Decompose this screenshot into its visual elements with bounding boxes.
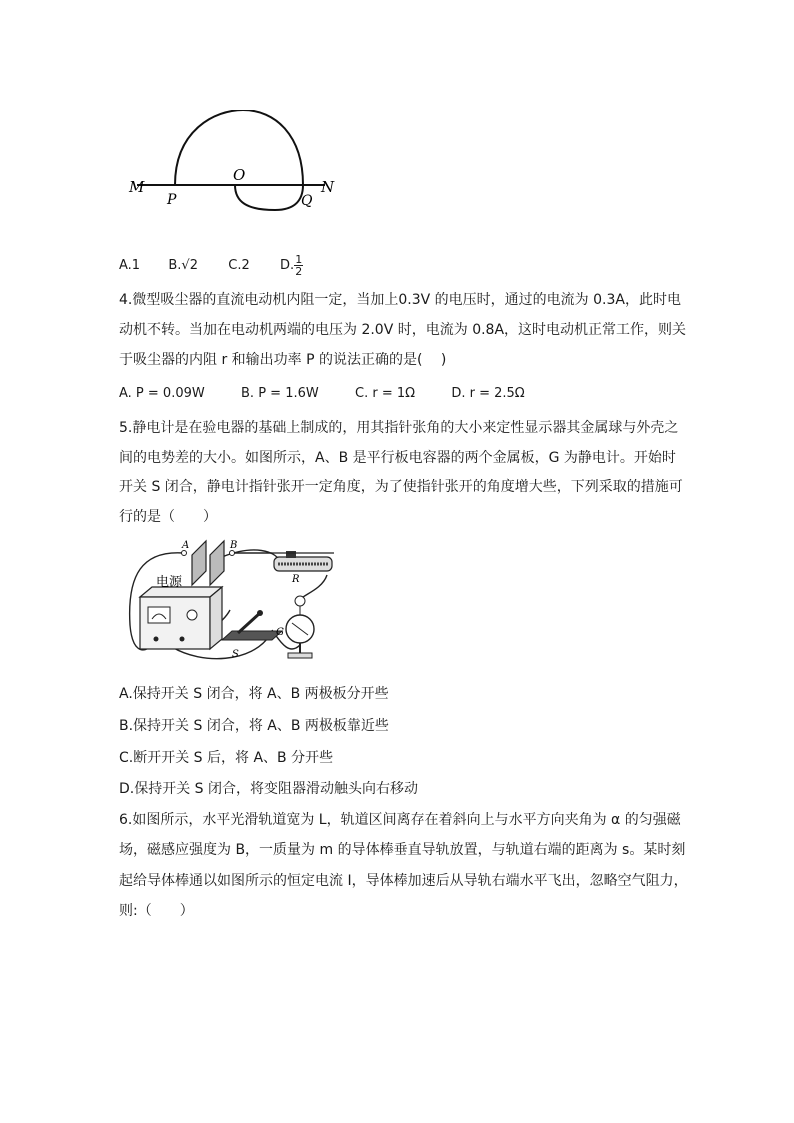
label-m: M xyxy=(129,178,145,196)
label-o: O xyxy=(233,166,246,184)
q4-option-c: C. r = 1Ω xyxy=(355,386,416,401)
q3-option-b: B.√2 xyxy=(168,258,198,273)
label-b: B xyxy=(230,540,238,551)
label-s: S xyxy=(232,649,239,660)
q6-line-2: 场，磁感应强度为 B，一质量为 m 的导体棒垂直导轨放置，与轨道右端的距离为 s。某时刻 xyxy=(119,842,686,858)
label-p: P xyxy=(167,192,177,208)
figure-semicircle-diagram xyxy=(125,110,355,215)
q5-option-b: B.保持开关 S 闭合，将 A、B 两极板靠近些 xyxy=(119,718,389,734)
q3-option-d: D. $\frac{1}{2}$ xyxy=(280,253,303,278)
figure-capacitor-circuit xyxy=(122,535,342,670)
q6-line-4: 则:（ ） xyxy=(119,903,194,919)
power-supply xyxy=(140,587,222,649)
q4-options-row xyxy=(119,384,525,404)
q4-option-b: B. P = 1.6W xyxy=(241,386,319,401)
q5-option-d: D.保持开关 S 闭合，将变阻器滑动触头向右移动 xyxy=(119,781,419,797)
label-g: G xyxy=(276,627,284,638)
q3-option-c: C.2 xyxy=(228,258,250,273)
plate-a xyxy=(192,541,206,585)
q4-line-1: 4.微型吸尘器的直流电动机内阻一定，当加上0.3V 的电压时，通过的电流为 0.3A，此时电 xyxy=(119,292,681,308)
q6-line-1: 6.如图所示，水平光滑轨道宽为 L，轨道区间离存在着斜向上与水平方向夹角为 α 的匀强磁 xyxy=(119,812,681,828)
label-r: R xyxy=(292,574,300,585)
q4-line-3: 于吸尘器的内阻 r 和输出功率 P 的说法正确的是( ) xyxy=(119,352,447,368)
rheostat xyxy=(272,551,334,571)
q4-line-2: 动机不转。当加在电动机两端的电压为 2.0V 时，电流为 0.8A，这时电动机正常工作，则关 xyxy=(119,322,687,338)
q3-options-row xyxy=(119,254,303,277)
switch-s xyxy=(222,610,282,640)
q5-line-3: 开关 S 闭合，静电计指针张开一定角度，为了使指针张开的角度增大些，下列采取的措施可 xyxy=(119,479,683,495)
q5-line-1: 5.静电计是在验电器的基础上制成的，用其指针张角的大小来定性显示器其金属球与外壳之 xyxy=(119,420,679,436)
label-q: Q xyxy=(301,193,313,209)
q4-option-a: A. P = 0.09W xyxy=(119,386,205,401)
plate-b xyxy=(210,541,224,585)
label-n: N xyxy=(321,178,335,196)
label-power: 电源 xyxy=(156,575,183,590)
q3-option-a: A.1 xyxy=(119,258,141,273)
q4-option-d: D. r = 2.5Ω xyxy=(451,386,525,401)
q5-line-2: 间的电势差的大小。如图所示，A、B 是平行板电容器的两个金属板，G 为静电计。开始时 xyxy=(119,450,676,466)
q5-option-a: A.保持开关 S 闭合，将 A、B 两极板分开些 xyxy=(119,686,389,702)
large-arc xyxy=(175,110,303,210)
q6-line-3: 起给导体棒通以如图所示的恒定电流 I，导体棒加速后从导轨右端水平飞出，忽略空气阻力， xyxy=(119,873,688,889)
label-a: A xyxy=(182,540,190,551)
q5-line-4: 行的是（ ） xyxy=(119,509,217,525)
q5-option-c: C.断开开关 S 后，将 A、B 分开些 xyxy=(119,750,334,766)
